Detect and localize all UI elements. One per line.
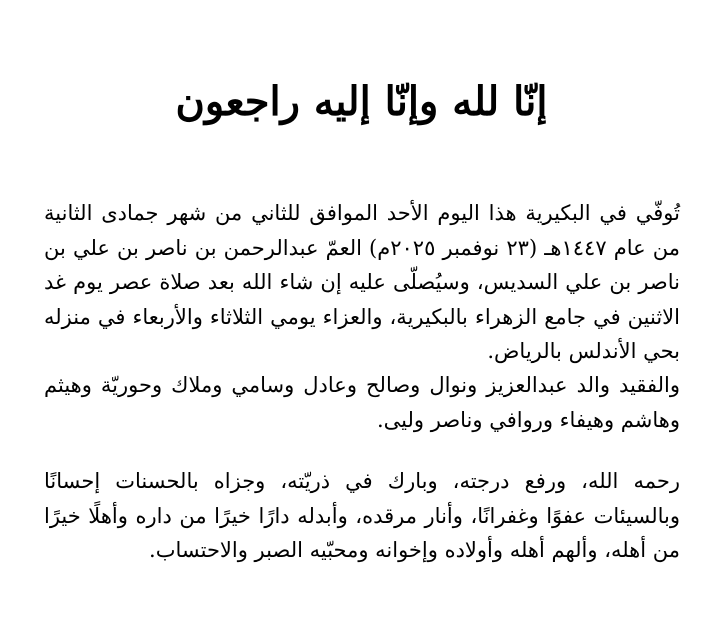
announcement-paragraph: تُوفّي في البكيرية هذا اليوم الأحد الموافق للثاني من شهر جمادى الثانية من عام ١٤٤٧هـ (٢٣ نوفمبر ٢٠٢٥م) العمّ عبدالرحمن بن ناصر بن علي بن ناصر بن علي السديس، وسيُصلّى عليه إن شاء الله بعد صلاة عصر يوم غد الاثنين في جامع الزهراء بالبكيرية، والعزاء يومي الثلاثاء والأربعاء في منزله بحي الأندلس بالرياض. <box>44 201 680 363</box>
page-title: إنّا لله وإنّا إليه راجعون <box>175 78 548 125</box>
family-paragraph: والفقيد والد عبدالعزيز ونوال وصالح وعادل وسامي وملاك وحوريّة وهيثم وهاشم وهيفاء وروافي وناصر وليى. <box>44 373 680 432</box>
prayer-paragraph: رحمه الله، ورفع درجته، وبارك في ذريّته، وجزاه بالحسنات إحسانًا وبالسيئات عفوًا وغفرانًا، وأنار مرقده، وأبدله دارًا خيرًا من داره وأهلًا خيرًا من أهله، وألهم أهله وأولاده وإخوانه ومحبّيه الصبر والاحتساب. <box>44 469 680 562</box>
